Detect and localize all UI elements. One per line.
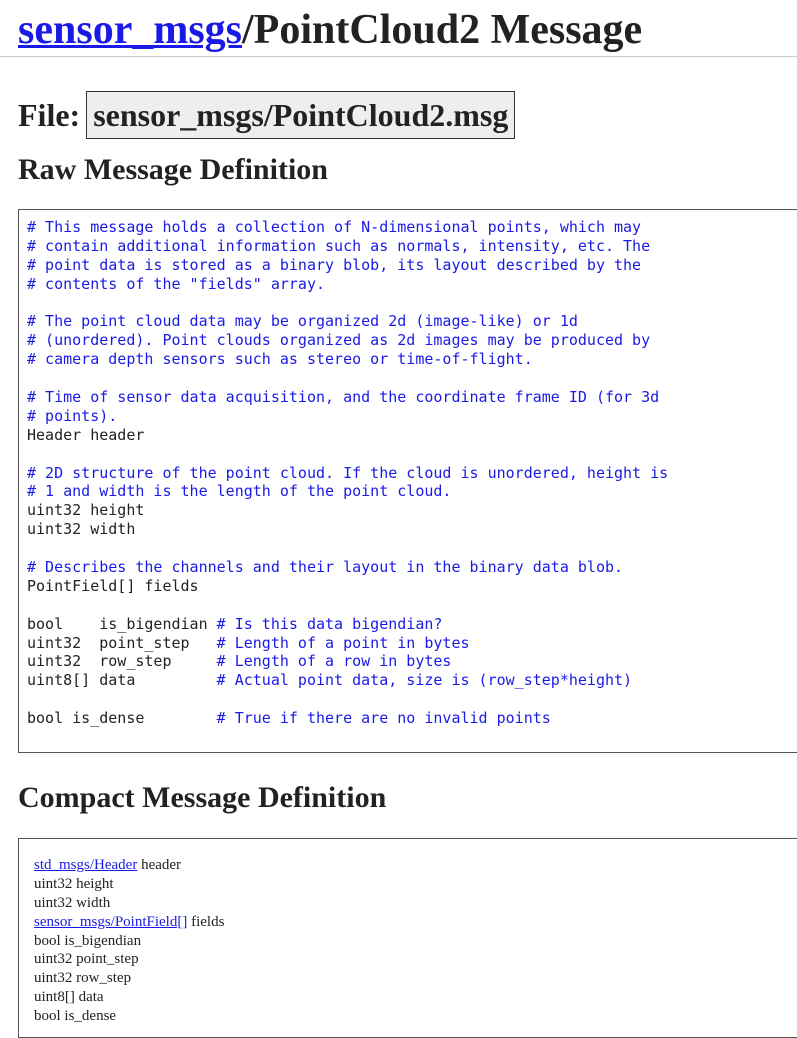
raw-comment: # contain additional information such as normals, intensity, etc. The (27, 236, 651, 255)
field-type: uint32 (34, 894, 73, 911)
type-link[interactable]: std_msgs/Header (34, 857, 138, 873)
raw-line (27, 558, 797, 577)
raw-comment: # Describes the channels and their layout in the binary data blob. (27, 558, 624, 577)
raw-line (27, 294, 797, 313)
raw-comment: # 2D structure of the point cloud. If the cloud is unordered, height is (27, 463, 669, 482)
raw-comment: # (unordered). Point clouds organized as 2d images may be produced by (27, 331, 651, 350)
raw-comment: # Time of sensor data acquisition, and the coordinate frame ID (for 3d (27, 388, 660, 407)
file-label: File: (18, 97, 81, 133)
field-name: point_step (72, 951, 139, 968)
raw-line (27, 539, 797, 558)
raw-comment: # This message holds a collection of N-dimensional points, which may (27, 218, 642, 236)
raw-line (27, 275, 797, 294)
field-type: bool (34, 932, 61, 949)
raw-line (27, 445, 797, 464)
raw-line (27, 501, 797, 520)
raw-line (27, 312, 797, 331)
compact-line (34, 1007, 797, 1026)
field-type: uint32 (34, 875, 73, 892)
raw-code: PointField[] fields (27, 576, 199, 595)
compact-line (34, 856, 797, 875)
raw-line (27, 218, 797, 237)
field-type: uint32 (34, 970, 73, 987)
field-name: fields (187, 913, 225, 930)
title-divider (0, 56, 797, 57)
compact-line (34, 988, 797, 1007)
field-name: header (137, 857, 182, 873)
raw-code: bool is_dense (27, 709, 217, 728)
compact-line (34, 913, 797, 932)
raw-line (27, 256, 797, 275)
raw-code: uint32 point_step (27, 633, 217, 652)
raw-line (27, 369, 797, 388)
raw-line (27, 577, 797, 596)
field-name: is_dense (60, 1008, 117, 1025)
raw-comment: # points). (27, 406, 118, 425)
compact-line (34, 950, 797, 969)
compact-definition-block (18, 838, 797, 1038)
raw-line (27, 350, 797, 369)
field-type: bool (34, 1008, 61, 1025)
raw-line (27, 388, 797, 407)
raw-comment: # Actual point data, size is (row_step*height) (216, 671, 633, 690)
raw-line (27, 426, 797, 445)
raw-comment: # point data is stored as a binary blob, its layout described by the (27, 255, 642, 274)
raw-comment: # contents of the "fields" array. (27, 274, 326, 293)
field-name: height (72, 875, 114, 892)
raw-line (27, 482, 797, 501)
raw-code: uint32 width (27, 520, 136, 539)
file-name-box: sensor_msgs/PointCloud2.msg (86, 91, 515, 139)
raw-line (27, 634, 797, 653)
raw-line (27, 237, 797, 256)
page-title (18, 4, 642, 56)
raw-line (27, 464, 797, 483)
raw-comment: # Length of a point in bytes (216, 633, 470, 652)
raw-line (27, 652, 797, 671)
page-title-rest: /PointCloud2 Message (242, 7, 643, 53)
raw-comment: # camera depth sensors such as stereo or time-of-flight. (27, 350, 533, 369)
field-name: data (74, 989, 104, 1006)
raw-code: bool is_bigendian (27, 614, 217, 633)
raw-comment: # Is this data bigendian? (216, 614, 443, 633)
raw-line (27, 615, 797, 634)
raw-code: uint32 row_step (27, 652, 217, 671)
raw-line (27, 596, 797, 615)
compact-heading: Compact Message Definition (18, 781, 387, 814)
raw-definition-block (18, 209, 797, 753)
field-name: row_step (72, 970, 132, 987)
field-name: width (72, 894, 111, 911)
type-link[interactable]: sensor_msgs/PointField[] (34, 913, 188, 930)
compact-line (34, 894, 797, 913)
raw-line (27, 690, 797, 709)
raw-line (27, 407, 797, 426)
field-name: is_bigendian (60, 932, 142, 949)
raw-line (27, 671, 797, 690)
file-heading (18, 90, 515, 140)
raw-line (27, 709, 797, 728)
raw-comment: # True if there are no invalid points (216, 709, 551, 728)
compact-line (34, 969, 797, 988)
raw-code: uint32 height (27, 501, 145, 520)
raw-comment: # 1 and width is the length of the point cloud. (27, 482, 452, 501)
field-type: uint8[] (34, 989, 75, 1006)
compact-line (34, 932, 797, 951)
raw-line (27, 520, 797, 539)
raw-code: uint8[] data (27, 671, 217, 690)
raw-code: Header header (27, 425, 145, 444)
compact-line (34, 875, 797, 894)
raw-comment: # Length of a row in bytes (216, 652, 452, 671)
raw-line (27, 331, 797, 350)
raw-comment: # The point cloud data may be organized 2d (image-like) or 1d (27, 312, 578, 331)
package-link[interactable]: sensor_msgs (18, 7, 243, 53)
raw-heading: Raw Message Definition (18, 153, 328, 186)
field-type: uint32 (34, 951, 73, 968)
